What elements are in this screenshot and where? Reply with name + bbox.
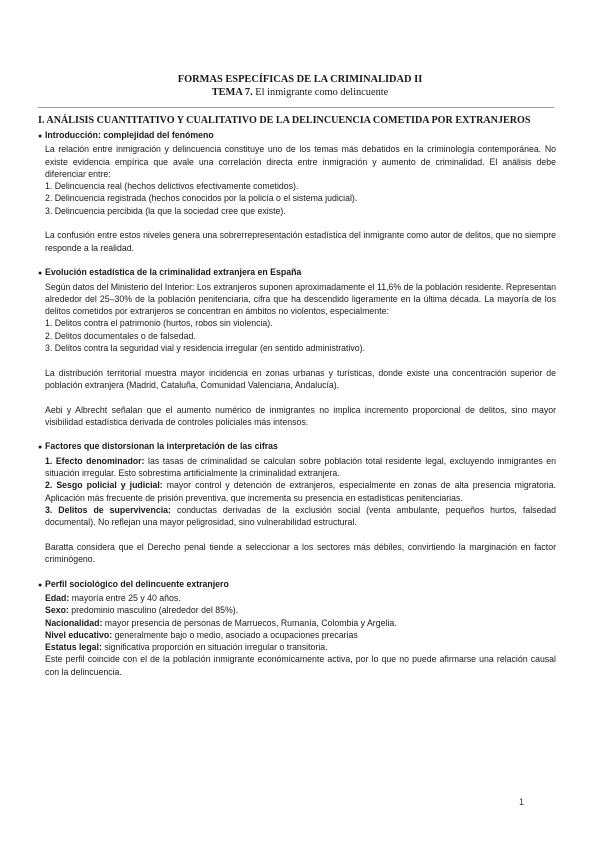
page-number: 1: [519, 797, 525, 807]
document-body: [38, 129, 556, 678]
section-heading-profile: ● Perfil sociológico del delincuente extranjero: [38, 578, 556, 592]
bullet-icon: ●: [38, 444, 43, 452]
document-header: [0, 73, 600, 99]
list-item: 1. Efecto denominador: las tasas de criminalidad se calculan sobre población total residente legal, excluyendo inmigrantes en situación irregular. Esto sobrestima artificialmente la criminalidad extranjera.: [45, 455, 556, 479]
list-item: 2. Sesgo policial y judicial: mayor control y detención de extranjeros, especialmente en zonas de alta presencia migratoria. Aplicación más frecuente de prisión preventiva, que incrementa su presencia en estadísticas penitenciarias.: [45, 480, 556, 503]
topic-label: TEMA 7.: [211, 87, 253, 98]
bullet-icon: ●: [38, 270, 43, 278]
paragraph: La confusión entre estos niveles genera una sobrerrepresentación estadística del inmigrante como autor de delitos, que no siempre responde a la realidad.: [45, 230, 556, 253]
topic-name: El inmigrante como delincuente: [252, 87, 389, 98]
list-item: Edad: mayoría entre 25 y 40 años.: [45, 592, 181, 603]
course-title: FORMAS ESPECÍFICAS DE LA CRIMINALIDAD II: [177, 74, 423, 85]
list-item: 3. Delitos de supervivencia: conductas derivadas de la exclusión social (venta ambulante, pequeños hurtos, falsedad documental). No reflejan una mayor peligrosidad, sino vulnerabilidad estructural.: [45, 504, 556, 528]
paragraph: Baratta considera que el Derecho penal tiende a seleccionar a los sectores más débiles, convirtiendo la marginación en factor criminógeno.: [45, 541, 556, 565]
paragraph: Este perfil coincide con el de la población inmigrante económicamente activa, por lo que no puede afirmarse una relación causal con la delincuencia.: [45, 654, 556, 677]
bullet-icon: ●: [38, 133, 43, 140]
list-item: 1. Delincuencia real (hechos delictivos efectivamente cometidos).: [45, 181, 299, 192]
section-heading-distorting-factors: ● Factores que distorsionan la interpretación de las cifras: [38, 440, 556, 454]
list-item: Estatus legal: significativa proporción en situación irregular o transitoria.: [45, 642, 328, 653]
paragraph: La distribución territorial muestra mayor incidencia en zonas urbanas y turísticas, donde existe una concentración superior de población extranjera (Madrid, Cataluña, Comunidad Valenciana, Andalucía).: [45, 367, 556, 390]
list-item: 1. Delitos contra el patrimonio (hurtos, robos sin violencia).: [45, 318, 273, 329]
list-item: 3. Delincuencia percibida (la que la sociedad cree que existe).: [45, 205, 286, 216]
list-item: Sexo: predominio masculino (alrededor del 85%).: [45, 605, 239, 616]
paragraph: Según datos del Ministerio del Interior: Los extranjeros suponen aproximadamente el 11,6% de la población residente. Representan alrededor del 25–30% de la población penitenciaria, cifra que ha descendido ligeramente en la última década. La mayoría de los delitos cometidos por extranjeros se concentran en ámbitos no violentos, especialmente:: [45, 281, 556, 317]
list-item: 3. Delitos contra la seguridad vial y residencia irregular (en sentido administrativo).: [45, 343, 366, 354]
paragraph: La relación entre inmigración y delincuencia constituye uno de los temas más debatidos en la criminología contemporánea. No existe evidencia empírica que avale una correlación directa entre inmigración y aumento de criminalidad. El análisis debe diferenciar entre:: [45, 144, 556, 179]
bullet-icon: ●: [38, 581, 43, 589]
section-heading-statistics: ● Evolución estadística de la criminalidad extranjera en España: [38, 266, 556, 280]
paragraph: Aebi y Albrecht señalan que el aumento numérico de inmigrantes no implica incremento proporcional de delitos, sino mayor visibilidad estadística derivada de controles policiales más intensos.: [45, 404, 556, 427]
list-item: 2. Delitos documentales o de falsedad.: [45, 330, 196, 341]
list-item: Nacionalidad: mayor presencia de personas de Marruecos, Rumanía, Colombia y Argelia.: [45, 617, 397, 628]
header-divider: [38, 107, 554, 108]
section-title: I. ANÁLISIS CUANTITATIVO Y CUALITATIVO DE LA DELINCUENCIA COMETIDA POR EXTRANJEROS: [38, 115, 531, 126]
list-item: 2. Delincuencia registrada (hechos conocidos por la policía o el sistema judicial).: [45, 193, 358, 204]
section-heading-introduction: ● Introducción: complejidad del fenómeno: [38, 129, 556, 143]
topic-title: [0, 86, 600, 99]
list-item: Nivel educativo: generalmente bajo o medio, asociado a ocupaciones precarias: [45, 629, 358, 640]
